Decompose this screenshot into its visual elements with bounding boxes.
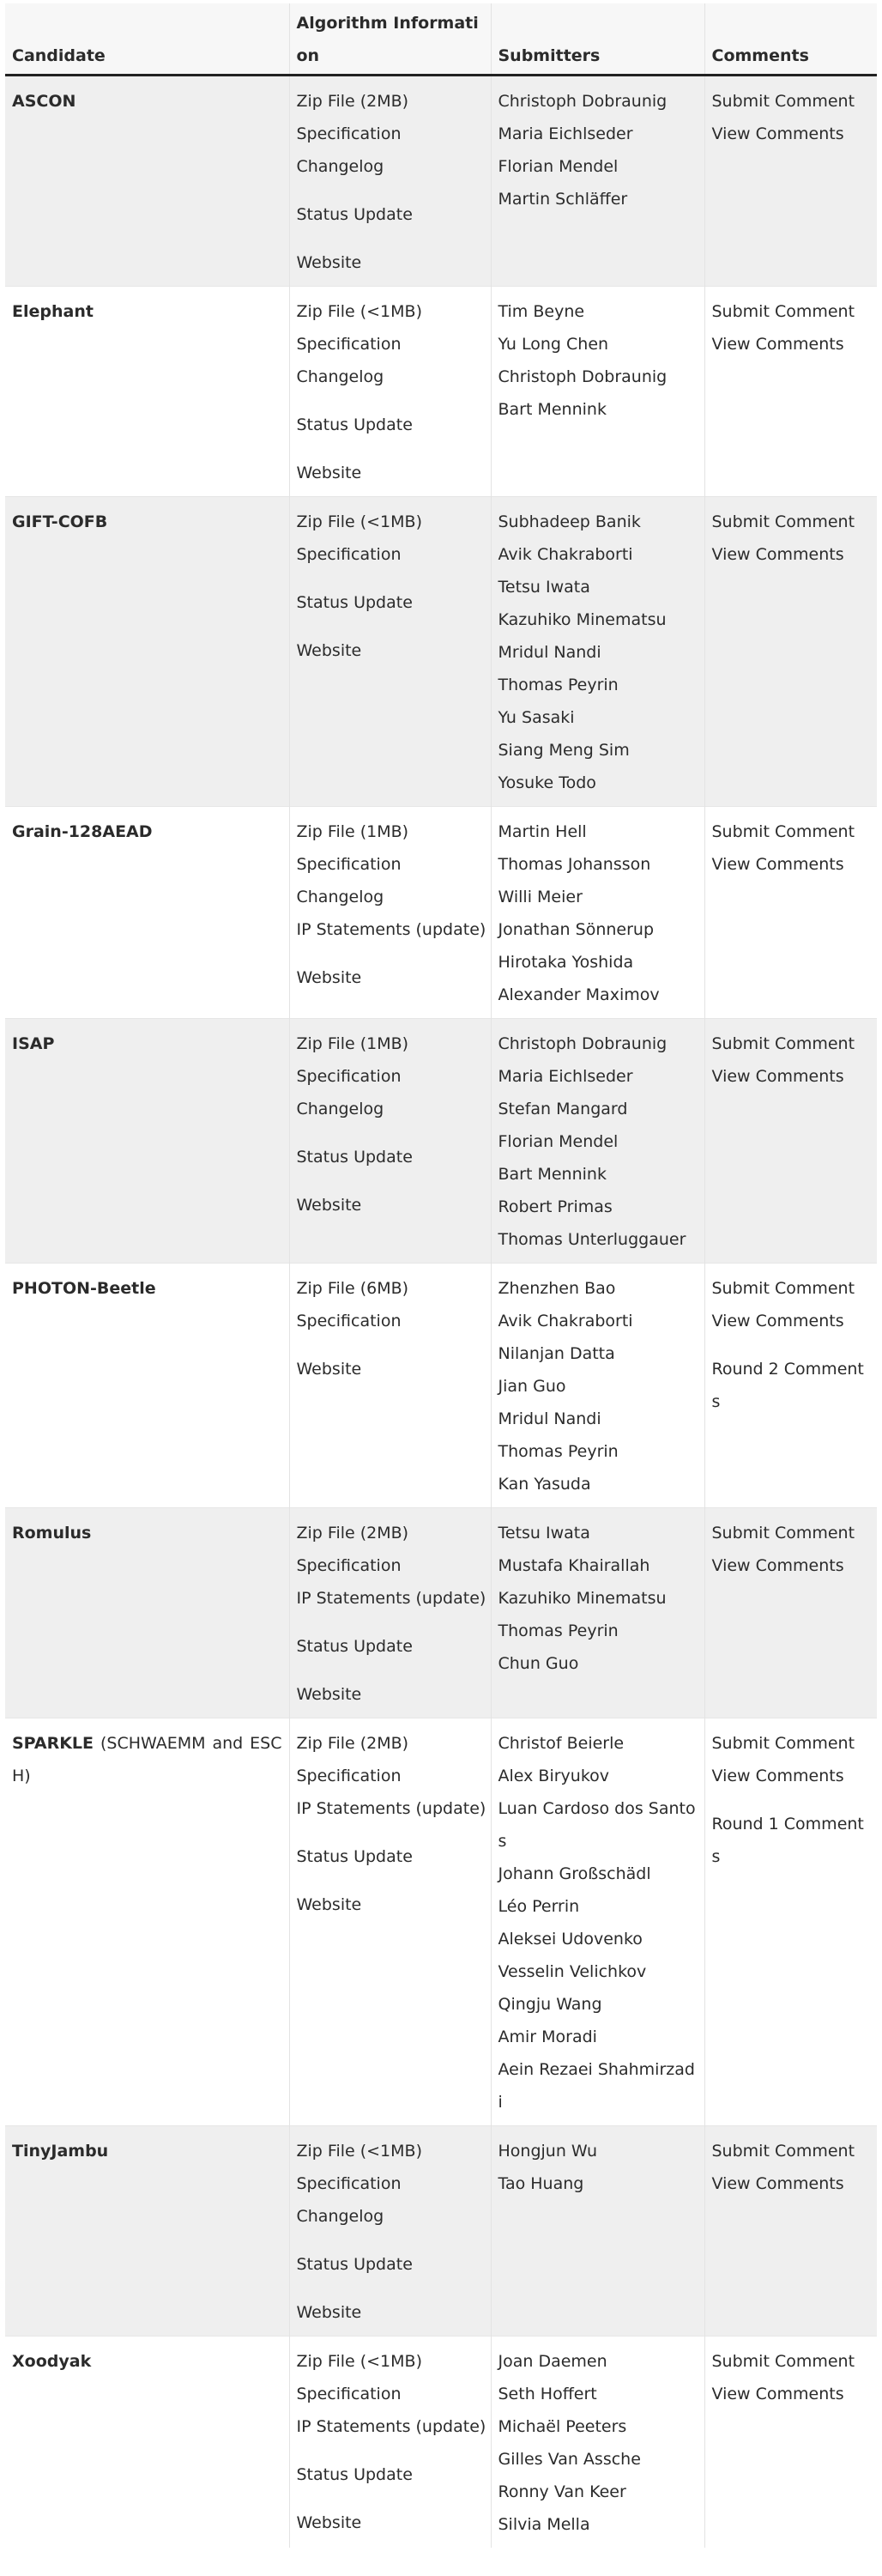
algorithm-info-cell: [289, 807, 491, 1019]
candidate-name-block: [12, 85, 282, 118]
website-link[interactable]: Website: [296, 1895, 362, 1914]
header-candidate: Candidate: [5, 3, 289, 76]
submitter-name: Johann Großschädl: [498, 1864, 651, 1883]
submitter-name: Avik Chakraborti: [498, 545, 633, 564]
submitter-name: Thomas Unterluggauer: [498, 1230, 686, 1249]
candidate-name-block: [12, 295, 282, 328]
candidate-cell: [5, 2337, 289, 2549]
submitter-name: Martin Schläffer: [498, 190, 628, 209]
submitter-name: Christoph Dobraunig: [498, 1034, 668, 1053]
candidate-name: TinyJambu: [12, 2142, 109, 2161]
specification-link[interactable]: Specification: [296, 1312, 402, 1330]
zip-file-1mb-link[interactable]: Zip File (<1MB): [296, 2352, 422, 2371]
comments-cell: [704, 1718, 877, 2126]
candidate-cell: [5, 807, 289, 1019]
changelog-link[interactable]: Changelog: [296, 157, 384, 176]
specification-link[interactable]: Specification: [296, 124, 402, 143]
specification-link[interactable]: Specification: [296, 1556, 402, 1575]
submitter-name: Kazuhiko Minematsu: [498, 610, 667, 629]
submitters-cell: [491, 76, 704, 287]
submitter-name: Jian Guo: [498, 1377, 566, 1396]
ip-statements-update-link[interactable]: IP Statements (update): [296, 2417, 486, 2436]
submitter-name: Chun Guo: [498, 1654, 579, 1673]
candidate-name-block: [12, 1727, 282, 1792]
candidate-name: Romulus: [12, 1524, 92, 1543]
submitter-name: Jonathan Sönnerup: [498, 920, 655, 939]
view-comments-link[interactable]: View Comments: [711, 2174, 844, 2193]
candidate-name: GIFT-COFB: [12, 512, 108, 531]
changelog-link[interactable]: Changelog: [296, 2207, 384, 2226]
algorithm-info-cell: [289, 1508, 491, 1718]
table-row: [5, 1264, 877, 1508]
website-link[interactable]: Website: [296, 1196, 362, 1215]
submitter-name: Vesselin Velichkov: [498, 1962, 647, 1981]
header-algorithm-information: Algorithm Information: [289, 3, 491, 76]
website-link[interactable]: Website: [296, 1685, 362, 1704]
status-update-link[interactable]: Status Update: [296, 415, 413, 434]
candidate-name: Elephant: [12, 302, 94, 321]
submitter-name: Ronny Van Keer: [498, 2482, 626, 2501]
submitter-name: Martin Hell: [498, 822, 587, 841]
submitter-name: Tao Huang: [498, 2174, 584, 2193]
submitters-cell: [491, 497, 704, 807]
zip-file-1mb-link[interactable]: Zip File (<1MB): [296, 302, 422, 321]
submitter-name: Willi Meier: [498, 888, 583, 906]
candidate-name-block: [12, 1272, 282, 1305]
submitter-name: Stefan Mangard: [498, 1100, 628, 1118]
submitter-name: Thomas Peyrin: [498, 1621, 619, 1640]
view-comments-link[interactable]: View Comments: [711, 1767, 844, 1785]
comments-cell: [704, 807, 877, 1019]
submit-comment-link[interactable]: Submit Comment: [711, 512, 855, 531]
submit-comment-link[interactable]: Submit Comment: [711, 302, 855, 321]
submitter-name: Florian Mendel: [498, 1132, 619, 1151]
submitter-name: Tetsu Iwata: [498, 578, 590, 597]
table-row: [5, 1508, 877, 1718]
submitters-cell: [491, 1264, 704, 1508]
submitter-name: Thomas Peyrin: [498, 676, 619, 694]
submitter-name: Christoph Dobraunig: [498, 92, 668, 111]
submit-comment-link[interactable]: Submit Comment: [711, 2352, 855, 2371]
candidates-table: [5, 3, 877, 2548]
table-body: [5, 76, 877, 2549]
submitter-name: Tim Beyne: [498, 302, 585, 321]
candidate-name: PHOTON-Beetle: [12, 1279, 156, 1298]
view-comments-link[interactable]: View Comments: [711, 545, 844, 564]
submitter-name: Silvia Mella: [498, 2515, 590, 2534]
website-link[interactable]: Website: [296, 1360, 362, 1379]
algorithm-info-cell: [289, 2337, 491, 2549]
candidate-name: SPARKLE: [12, 1734, 94, 1753]
comments-cell: [704, 287, 877, 497]
candidate-cell: [5, 1264, 289, 1508]
zip-file-6mb-link[interactable]: Zip File (6MB): [296, 1279, 409, 1298]
specification-link[interactable]: Specification: [296, 1767, 402, 1785]
submitter-name: Mridul Nandi: [498, 1409, 601, 1428]
submit-comment-link[interactable]: Submit Comment: [711, 822, 855, 841]
candidate-name-block: [12, 815, 282, 848]
view-comments-link[interactable]: View Comments: [711, 1312, 844, 1330]
submitter-name: Siang Meng Sim: [498, 741, 630, 760]
changelog-link[interactable]: Changelog: [296, 367, 384, 386]
view-comments-link[interactable]: View Comments: [711, 855, 844, 874]
table-row: [5, 1718, 877, 2126]
specification-link[interactable]: Specification: [296, 545, 402, 564]
view-comments-link[interactable]: View Comments: [711, 335, 844, 354]
submit-comment-link[interactable]: Submit Comment: [711, 92, 855, 111]
submitter-name: Maria Eichlseder: [498, 1067, 633, 1086]
submitter-name: Subhadeep Banik: [498, 512, 641, 531]
changelog-link[interactable]: Changelog: [296, 888, 384, 906]
specification-link[interactable]: Specification: [296, 335, 402, 354]
submitter-name: Gilles Van Assche: [498, 2450, 641, 2469]
candidate-cell: [5, 1718, 289, 2126]
ip-statements-update-link[interactable]: IP Statements (update): [296, 1589, 486, 1608]
submitter-name: Bart Mennink: [498, 400, 607, 419]
submitter-name: Amir Moradi: [498, 2027, 597, 2046]
submitter-name: Alexander Maximov: [498, 985, 660, 1004]
table-row: [5, 287, 877, 497]
candidate-name: Xoodyak: [12, 2352, 92, 2371]
candidate-cell: [5, 76, 289, 287]
table-row: [5, 497, 877, 807]
view-comments-link[interactable]: View Comments: [711, 2385, 844, 2403]
header-comments: Comments: [704, 3, 877, 76]
table-header: [5, 3, 877, 76]
submitter-name: Léo Perrin: [498, 1897, 580, 1916]
submitter-name: Kazuhiko Minematsu: [498, 1589, 667, 1608]
ip-statements-update-link[interactable]: IP Statements (update): [296, 1799, 486, 1818]
submitter-name: Christof Beierle: [498, 1734, 625, 1753]
table-row: [5, 76, 877, 287]
zip-file-1mb-link[interactable]: Zip File (1MB): [296, 1034, 409, 1053]
round-2-comments-link[interactable]: Round 2 Comments: [711, 1360, 864, 1411]
submitter-name: Michaël Peeters: [498, 2417, 627, 2436]
submitter-name: Kan Yasuda: [498, 1475, 591, 1494]
submitter-name: Luan Cardoso dos Santos: [498, 1799, 696, 1851]
specification-link[interactable]: Specification: [296, 855, 402, 874]
algorithm-info-cell: [289, 2126, 491, 2337]
table-row: [5, 1019, 877, 1264]
submitters-cell: [491, 1019, 704, 1264]
submitter-name: Zhenzhen Bao: [498, 1279, 616, 1298]
table-row: [5, 807, 877, 1019]
submitter-name: Aleksei Udovenko: [498, 1930, 643, 1949]
comments-cell: [704, 497, 877, 807]
zip-file-2mb-link[interactable]: Zip File (2MB): [296, 92, 409, 111]
ip-statements-update-link[interactable]: IP Statements (update): [296, 920, 486, 939]
candidate-cell: [5, 287, 289, 497]
submitter-name: Mustafa Khairallah: [498, 1556, 650, 1575]
submitters-cell: [491, 1508, 704, 1718]
submitter-name: Maria Eichlseder: [498, 124, 633, 143]
submitter-name: Christoph Dobraunig: [498, 367, 668, 386]
zip-file-2mb-link[interactable]: Zip File (2MB): [296, 1524, 409, 1543]
comments-cell: [704, 2126, 877, 2337]
candidate-cell: [5, 1019, 289, 1264]
zip-file-1mb-link[interactable]: Zip File (1MB): [296, 822, 409, 841]
specification-link[interactable]: Specification: [296, 2385, 402, 2403]
submitter-name: Yosuke Todo: [498, 773, 596, 792]
specification-link[interactable]: Specification: [296, 2174, 402, 2193]
table-row: [5, 2337, 877, 2549]
view-comments-link[interactable]: View Comments: [711, 124, 844, 143]
submit-comment-link[interactable]: Submit Comment: [711, 1734, 855, 1753]
algorithm-info-cell: [289, 497, 491, 807]
zip-file-1mb-link[interactable]: Zip File (<1MB): [296, 512, 422, 531]
candidate-name: ASCON: [12, 92, 76, 111]
submitter-name: Avik Chakraborti: [498, 1312, 633, 1330]
candidate-name-block: [12, 506, 282, 538]
algorithm-info-cell: [289, 76, 491, 287]
website-link[interactable]: Website: [296, 641, 362, 660]
submitter-name: Joan Daemen: [498, 2352, 607, 2371]
submit-comment-link[interactable]: Submit Comment: [711, 1279, 855, 1298]
website-link[interactable]: Website: [296, 253, 362, 272]
status-update-link[interactable]: Status Update: [296, 1148, 413, 1167]
website-link[interactable]: Website: [296, 968, 362, 987]
header-row: [5, 3, 877, 76]
submitter-name: Mridul Nandi: [498, 643, 601, 662]
submit-comment-link[interactable]: Submit Comment: [711, 1524, 855, 1543]
view-comments-link[interactable]: View Comments: [711, 1556, 844, 1575]
status-update-link[interactable]: Status Update: [296, 1847, 413, 1866]
zip-file-2mb-link[interactable]: Zip File (2MB): [296, 1734, 409, 1753]
status-update-link[interactable]: Status Update: [296, 205, 413, 224]
candidate-subtitle: (SCHWAEMM and ESCH): [12, 1734, 282, 1785]
submitter-name: Thomas Johansson: [498, 855, 651, 874]
comments-cell: [704, 2337, 877, 2549]
submitter-name: Bart Mennink: [498, 1165, 607, 1184]
algorithm-info-cell: [289, 287, 491, 497]
table-row: [5, 2126, 877, 2337]
candidate-name-block: [12, 2135, 282, 2167]
candidate-cell: [5, 497, 289, 807]
candidate-name-block: [12, 1517, 282, 1549]
website-link[interactable]: Website: [296, 2303, 362, 2322]
website-link[interactable]: Website: [296, 464, 362, 482]
comments-cell: [704, 1264, 877, 1508]
comments-cell: [704, 76, 877, 287]
round-1-comments-link[interactable]: Round 1 Comments: [711, 1815, 864, 1866]
website-link[interactable]: Website: [296, 2513, 362, 2532]
submitter-name: Robert Primas: [498, 1197, 613, 1216]
submitters-cell: [491, 807, 704, 1019]
changelog-link[interactable]: Changelog: [296, 1100, 384, 1118]
candidate-cell: [5, 2126, 289, 2337]
candidate-name: Grain-128AEAD: [12, 822, 153, 841]
submitter-name: Yu Long Chen: [498, 335, 609, 354]
submitter-name: Hirotaka Yoshida: [498, 953, 634, 972]
algorithm-info-cell: [289, 1718, 491, 2126]
submitters-cell: [491, 1718, 704, 2126]
candidate-cell: [5, 1508, 289, 1718]
submitter-name: Florian Mendel: [498, 157, 619, 176]
status-update-link[interactable]: Status Update: [296, 2255, 413, 2274]
submitters-cell: [491, 2337, 704, 2549]
zip-file-1mb-link[interactable]: Zip File (<1MB): [296, 2142, 422, 2161]
algorithm-info-cell: [289, 1019, 491, 1264]
candidate-name-block: [12, 1027, 282, 1060]
submitters-cell: [491, 287, 704, 497]
status-update-link[interactable]: Status Update: [296, 2465, 413, 2484]
candidate-name-block: [12, 2345, 282, 2378]
specification-link[interactable]: Specification: [296, 1067, 402, 1086]
algorithm-info-cell: [289, 1264, 491, 1508]
submitter-name: Aein Rezaei Shahmirzadi: [498, 2060, 695, 2112]
submitter-name: Tetsu Iwata: [498, 1524, 590, 1543]
candidate-name: ISAP: [12, 1034, 55, 1053]
submitter-name: Qingju Wang: [498, 1995, 602, 2014]
header-submitters: Submitters: [491, 3, 704, 76]
submitters-cell: [491, 2126, 704, 2337]
submitter-name: Thomas Peyrin: [498, 1442, 619, 1461]
submitter-name: Alex Biryukov: [498, 1767, 610, 1785]
submitter-name: Nilanjan Datta: [498, 1344, 615, 1363]
submit-comment-link[interactable]: Submit Comment: [711, 1034, 855, 1053]
view-comments-link[interactable]: View Comments: [711, 1067, 844, 1086]
status-update-link[interactable]: Status Update: [296, 1637, 413, 1656]
submitter-name: Hongjun Wu: [498, 2142, 598, 2161]
comments-cell: [704, 1019, 877, 1264]
submit-comment-link[interactable]: Submit Comment: [711, 2142, 855, 2161]
status-update-link[interactable]: Status Update: [296, 593, 413, 612]
submitter-name: Yu Sasaki: [498, 708, 575, 727]
submitter-name: Seth Hoffert: [498, 2385, 597, 2403]
comments-cell: [704, 1508, 877, 1718]
